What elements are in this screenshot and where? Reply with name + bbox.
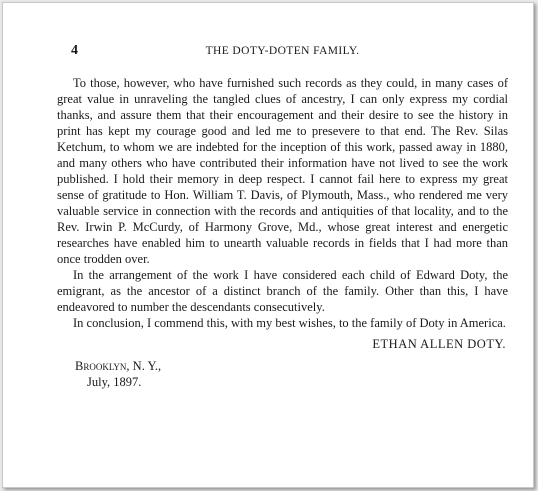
dateline-date: July, 1897. — [87, 375, 142, 389]
page-number: 4 — [71, 43, 78, 58]
page-header — [57, 43, 508, 63]
paragraph-acknowledgements: To those, however, who have furnished such records as they could, in many cases of great value in unraveling the tangled clues of ancestry, I can only express my cordial thanks, and assure them that their encouragement and their desire to see the history in print has kept my courage good and led me to presevere to that end. The Rev. Silas Ketchum, to whom we are indebted for the inception of this work, passed away in 1880, and many others who have contributed their information have not lived to see the work published. I hold their memory in deep respect. I cannot fail here to express my great sense of gratitude to Hon. William T. Davis, of Plymouth, Mass., who rendered me very valuable service in connection with the records and antiquities of that locality, and to the Rev. Irwin P. McCurdy, of Harmony Grove, Md., whose great interest and energetic researches have enabled him to unearth valuable records in fields that I had more than once trodden over. — [57, 76, 508, 266]
page-frame — [2, 2, 534, 488]
document-page — [57, 43, 508, 390]
dateline — [57, 358, 508, 390]
paragraph-conclusion: In conclusion, I commend this, with my best wishes, to the family of Doty in America. — [73, 316, 506, 330]
paragraph-arrangement: In the arrangement of the work I have considered each child of Edward Doty, the emigrant, as the ancestor of a distinct branch of the family. Other than this, I have endeavored to number the descendants consecutively. — [57, 268, 508, 314]
dateline-place: Brooklyn, N. Y., — [75, 359, 162, 373]
author-signature: ETHAN ALLEN DOTY. — [372, 337, 506, 351]
running-title: THE DOTY-DOTEN FAMILY. — [205, 45, 360, 57]
body-text — [57, 75, 508, 331]
